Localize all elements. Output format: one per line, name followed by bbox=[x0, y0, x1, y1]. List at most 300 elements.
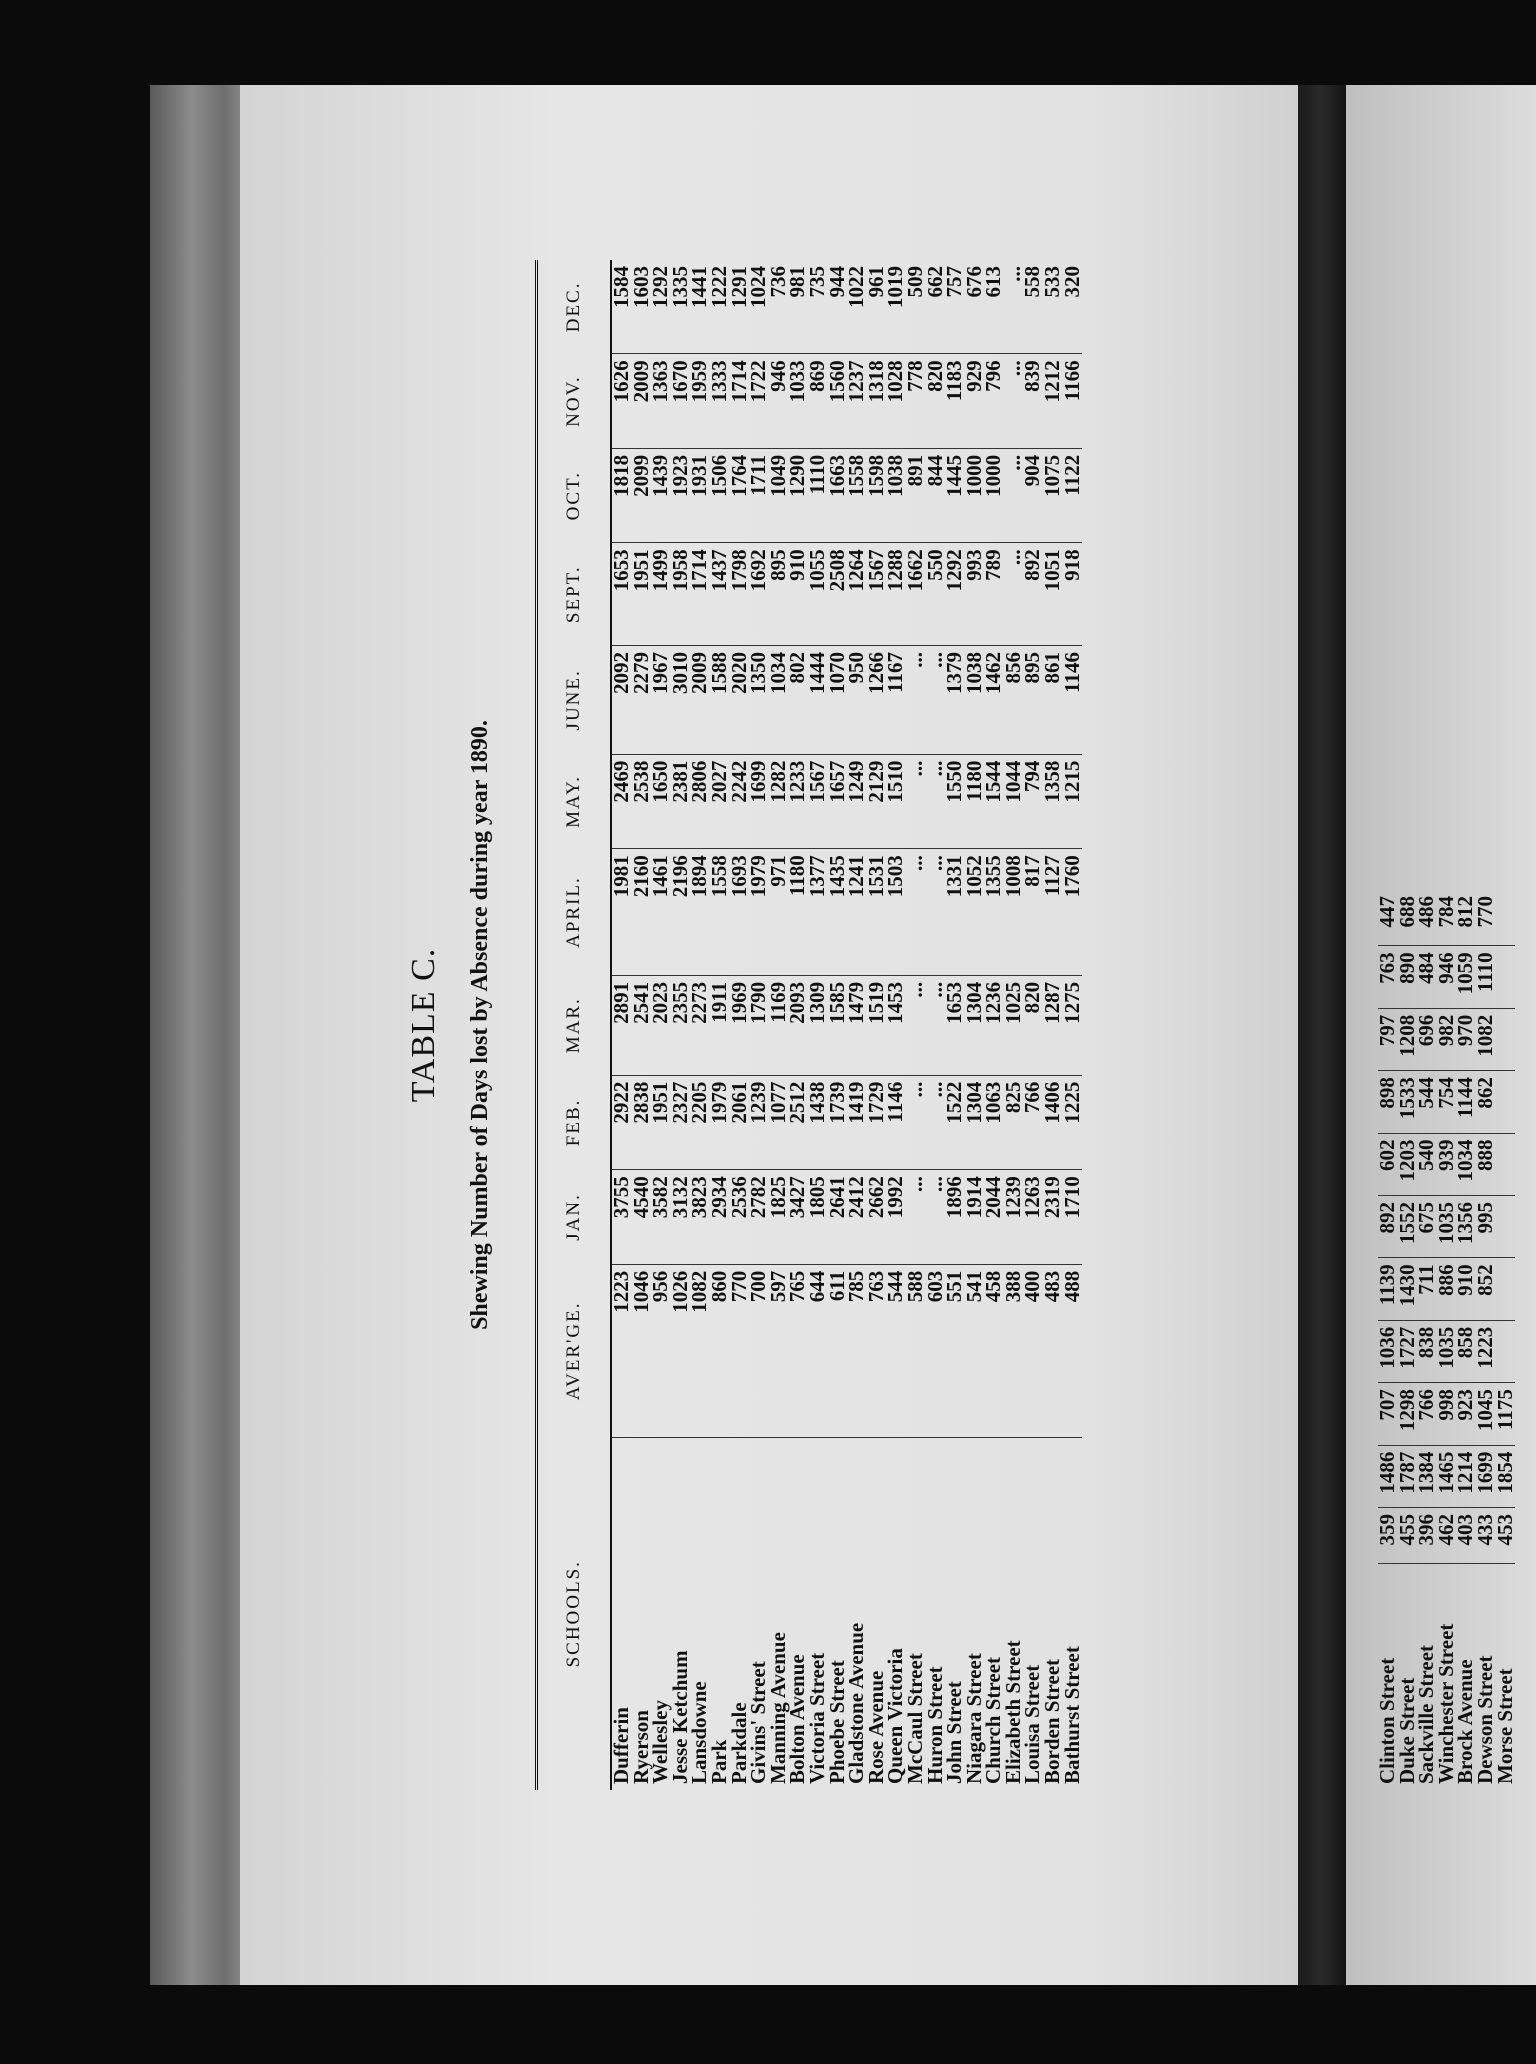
value-cell: 956 bbox=[651, 1264, 671, 1437]
value-cell: 551 bbox=[945, 1264, 965, 1437]
value-cell: 763 bbox=[867, 1264, 887, 1437]
school-name-cell: Queen Victoria bbox=[883, 1648, 908, 1784]
value-cell: 820 bbox=[1023, 975, 1043, 1075]
value-cell: 852 bbox=[1476, 1258, 1496, 1320]
value-cell: 1441 bbox=[690, 260, 710, 354]
value-cell: 1222 bbox=[710, 260, 730, 354]
value-cell: 1019 bbox=[886, 260, 906, 354]
value-cell: 946 bbox=[769, 354, 789, 449]
value-cell: 396 bbox=[1417, 1507, 1437, 1563]
value-cell: 891 bbox=[906, 448, 926, 543]
value-cell: 1714 bbox=[730, 354, 750, 449]
value-cell: 486 bbox=[1417, 890, 1437, 946]
value-cell: 858 bbox=[1456, 1320, 1476, 1382]
value-cell: 796 bbox=[984, 354, 1004, 449]
table-row bbox=[1063, 260, 1083, 1790]
value-cell: 541 bbox=[965, 1264, 985, 1437]
value-cell: 675 bbox=[1417, 1195, 1437, 1257]
value-cell: 2020 bbox=[730, 646, 750, 755]
value-cell: 993 bbox=[965, 543, 985, 646]
school-name-cell: Louisa Street bbox=[1020, 1664, 1045, 1784]
value-cell: 558 bbox=[1023, 260, 1043, 354]
value-cell: 1657 bbox=[828, 754, 848, 849]
value-cell: 1288 bbox=[886, 543, 906, 646]
value-cell: 484 bbox=[1417, 946, 1437, 1008]
value-cell: 1533 bbox=[1398, 1071, 1418, 1133]
value-cell: ... bbox=[926, 975, 946, 1075]
value-cell: 1445 bbox=[945, 448, 965, 543]
value-cell: 918 bbox=[1063, 543, 1083, 646]
value-cell: 995 bbox=[1476, 1195, 1496, 1257]
value-cell: 904 bbox=[1023, 448, 1043, 543]
value-cell: 462 bbox=[1437, 1507, 1457, 1563]
value-cell: ... bbox=[1004, 260, 1024, 354]
value-cell: 1146 bbox=[886, 1075, 906, 1170]
value-cell: 2327 bbox=[671, 1075, 691, 1170]
value-cell: 1025 bbox=[1004, 975, 1024, 1075]
value-cell: 1951 bbox=[651, 1075, 671, 1170]
value-cell: 1558 bbox=[847, 448, 867, 543]
value-cell: 540 bbox=[1417, 1133, 1437, 1195]
value-cell: 778 bbox=[906, 354, 926, 449]
value-cell: 1626 bbox=[611, 354, 632, 449]
school-name-cell: Bolton Avenue bbox=[785, 1654, 810, 1784]
value-cell: 2099 bbox=[632, 448, 652, 543]
value-cell: 970 bbox=[1456, 1008, 1476, 1070]
value-cell: 400 bbox=[1023, 1264, 1043, 1437]
value-cell: 1044 bbox=[1004, 754, 1024, 849]
column-header: SEPT. bbox=[537, 543, 612, 646]
school-name-cell: Church Street bbox=[981, 1657, 1006, 1784]
value-cell: ... bbox=[906, 1170, 926, 1265]
value-cell: 1000 bbox=[965, 448, 985, 543]
value-cell: 603 bbox=[926, 1264, 946, 1437]
value-cell: 1588 bbox=[710, 646, 730, 755]
value-cell: 929 bbox=[965, 354, 985, 449]
value-cell bbox=[1496, 1071, 1516, 1133]
value-cell: 2922 bbox=[611, 1075, 632, 1170]
school-name-cell: Winchester Street bbox=[1433, 1623, 1458, 1784]
value-cell: 1499 bbox=[651, 543, 671, 646]
value-cell: 944 bbox=[828, 260, 848, 354]
value-cell: 2662 bbox=[867, 1170, 887, 1265]
value-cell: 1304 bbox=[965, 975, 985, 1075]
value-cell: 1127 bbox=[1043, 849, 1063, 976]
value-cell: 1585 bbox=[828, 975, 848, 1075]
value-cell: 1075 bbox=[1043, 448, 1063, 543]
value-cell: 711 bbox=[1417, 1258, 1437, 1320]
value-cell: 1560 bbox=[828, 354, 848, 449]
value-cell: 433 bbox=[1476, 1507, 1496, 1563]
school-name-cell: Huron Street bbox=[922, 1666, 947, 1784]
value-cell: 2023 bbox=[651, 975, 671, 1075]
value-cell: 1166 bbox=[1063, 354, 1083, 449]
value-cell: 359 bbox=[1378, 1507, 1398, 1563]
book-gutter bbox=[1298, 85, 1346, 1985]
value-cell: 797 bbox=[1378, 1008, 1398, 1070]
value-cell: 825 bbox=[1004, 1075, 1024, 1170]
value-cell: 1914 bbox=[965, 1170, 985, 1265]
value-cell: 1292 bbox=[945, 543, 965, 646]
value-cell: 1603 bbox=[632, 260, 652, 354]
school-name-cell: Park bbox=[706, 1739, 731, 1784]
value-cell: 1894 bbox=[690, 849, 710, 976]
value-cell: 839 bbox=[1023, 354, 1043, 449]
column-header: MAR. bbox=[537, 975, 612, 1075]
column-header: JAN. bbox=[537, 1170, 612, 1265]
value-cell: 1663 bbox=[828, 448, 848, 543]
value-cell: 1979 bbox=[710, 1075, 730, 1170]
value-cell: 1486 bbox=[1378, 1445, 1398, 1507]
value-cell: 1710 bbox=[1063, 1170, 1083, 1265]
value-cell: 1567 bbox=[808, 754, 828, 849]
column-header: OCT. bbox=[537, 448, 612, 543]
value-cell: 1790 bbox=[749, 975, 769, 1075]
column-header: APRIL. bbox=[537, 849, 612, 976]
value-cell: 2355 bbox=[671, 975, 691, 1075]
value-cell: 789 bbox=[984, 543, 1004, 646]
value-cell: 2196 bbox=[671, 849, 691, 976]
value-cell: 1377 bbox=[808, 849, 828, 976]
value-cell: 1355 bbox=[984, 849, 1004, 976]
school-name-cell: Ryerson bbox=[628, 1710, 653, 1784]
value-cell: 946 bbox=[1437, 946, 1457, 1008]
value-cell: 1223 bbox=[1476, 1320, 1496, 1382]
value-cell: 981 bbox=[788, 260, 808, 354]
value-cell: 1183 bbox=[945, 354, 965, 449]
value-cell: 1298 bbox=[1398, 1383, 1418, 1445]
value-cell: 998 bbox=[1437, 1383, 1457, 1445]
value-cell: 588 bbox=[906, 1264, 926, 1437]
school-name-cell: Phoebe Street bbox=[824, 1660, 849, 1784]
value-cell: 3823 bbox=[690, 1170, 710, 1265]
value-cell: 1046 bbox=[632, 1264, 652, 1437]
value-cell: 3582 bbox=[651, 1170, 671, 1265]
value-cell: 1739 bbox=[828, 1075, 848, 1170]
value-cell: ... bbox=[1004, 543, 1024, 646]
column-header: FEB. bbox=[537, 1075, 612, 1170]
value-cell: 888 bbox=[1476, 1133, 1496, 1195]
value-cell: 1692 bbox=[749, 543, 769, 646]
value-cell: 950 bbox=[847, 646, 867, 755]
value-cell: 2541 bbox=[632, 975, 652, 1075]
value-cell: 1350 bbox=[749, 646, 769, 755]
value-cell: 1461 bbox=[651, 849, 671, 976]
value-cell: 1333 bbox=[710, 354, 730, 449]
value-cell: ... bbox=[926, 1075, 946, 1170]
value-cell: 2641 bbox=[828, 1170, 848, 1265]
value-cell: 688 bbox=[1398, 890, 1418, 946]
value-cell: 1444 bbox=[808, 646, 828, 755]
value-cell bbox=[1496, 890, 1516, 946]
value-cell: 2469 bbox=[611, 754, 632, 849]
value-cell: 2412 bbox=[847, 1170, 867, 1265]
value-cell: 1760 bbox=[1063, 849, 1083, 976]
school-name-cell: McCaul Street bbox=[902, 1653, 927, 1784]
value-cell: 1379 bbox=[945, 646, 965, 755]
value-cell: 1208 bbox=[1398, 1008, 1418, 1070]
value-cell: 1304 bbox=[965, 1075, 985, 1170]
value-cell: 3132 bbox=[671, 1170, 691, 1265]
value-cell: 1519 bbox=[867, 975, 887, 1075]
value-cell: 1653 bbox=[945, 975, 965, 1075]
value-cell: 1958 bbox=[671, 543, 691, 646]
school-name-cell: Duke Street bbox=[1394, 1677, 1419, 1784]
value-cell: 644 bbox=[808, 1264, 828, 1437]
table-row bbox=[906, 260, 926, 1790]
value-cell: 1028 bbox=[886, 354, 906, 449]
value-cell: 1169 bbox=[769, 975, 789, 1075]
value-cell: 2160 bbox=[632, 849, 652, 976]
value-cell: 910 bbox=[1456, 1258, 1476, 1320]
value-cell: 1335 bbox=[671, 260, 691, 354]
value-cell: 1026 bbox=[671, 1264, 691, 1437]
value-cell bbox=[1496, 1195, 1516, 1257]
value-cell: 869 bbox=[808, 354, 828, 449]
value-cell: 1693 bbox=[730, 849, 750, 976]
value-cell: 1854 bbox=[1496, 1445, 1516, 1507]
value-cell: 1236 bbox=[984, 975, 1004, 1075]
value-cell: 1241 bbox=[847, 849, 867, 976]
value-cell: 544 bbox=[886, 1264, 906, 1437]
value-cell: ... bbox=[926, 1170, 946, 1265]
value-cell: 1318 bbox=[867, 354, 887, 449]
value-cell: 1287 bbox=[1043, 975, 1063, 1075]
value-cell: 613 bbox=[984, 260, 1004, 354]
value-cell: 1049 bbox=[769, 448, 789, 543]
value-cell: 3755 bbox=[611, 1170, 632, 1265]
value-cell: 1584 bbox=[611, 260, 632, 354]
value-cell: 597 bbox=[769, 1264, 789, 1437]
value-cell: 1729 bbox=[867, 1075, 887, 1170]
school-name-cell: Parkdale bbox=[726, 1702, 751, 1784]
value-cell: 550 bbox=[926, 543, 946, 646]
column-header: DEC. bbox=[537, 260, 612, 354]
value-cell bbox=[1496, 946, 1516, 1008]
value-cell: 1552 bbox=[1398, 1195, 1418, 1257]
value-cell: 1239 bbox=[749, 1075, 769, 1170]
value-cell: 1825 bbox=[769, 1170, 789, 1265]
value-cell: 1290 bbox=[788, 448, 808, 543]
value-cell: ... bbox=[906, 975, 926, 1075]
value-cell: 2061 bbox=[730, 1075, 750, 1170]
value-cell: 1896 bbox=[945, 1170, 965, 1265]
value-cell: 1384 bbox=[1417, 1445, 1437, 1507]
value-cell: 1212 bbox=[1043, 354, 1063, 449]
value-cell: 1167 bbox=[886, 646, 906, 755]
value-cell: 1727 bbox=[1398, 1320, 1418, 1382]
value-cell: 2044 bbox=[984, 1170, 1004, 1265]
value-cell: 2381 bbox=[671, 754, 691, 849]
value-cell: 802 bbox=[788, 646, 808, 755]
value-cell: 2806 bbox=[690, 754, 710, 849]
value-cell: 1000 bbox=[984, 448, 1004, 543]
value-cell: 961 bbox=[867, 260, 887, 354]
value-cell: 1051 bbox=[1043, 543, 1063, 646]
value-cell: 1146 bbox=[1063, 646, 1083, 755]
value-cell: 1309 bbox=[808, 975, 828, 1075]
table-row bbox=[1496, 890, 1516, 1790]
value-cell: 1070 bbox=[828, 646, 848, 755]
value-cell: 794 bbox=[1023, 754, 1043, 849]
value-cell: ... bbox=[1004, 354, 1024, 449]
value-cell: 1439 bbox=[651, 448, 671, 543]
value-cell: 1203 bbox=[1398, 1133, 1418, 1195]
value-cell: ... bbox=[906, 754, 926, 849]
value-cell: 1144 bbox=[1456, 1071, 1476, 1133]
next-page-table-block bbox=[1375, 896, 1536, 1790]
value-cell: 862 bbox=[1476, 1071, 1496, 1133]
value-cell: 1055 bbox=[808, 543, 828, 646]
value-cell: 2093 bbox=[788, 975, 808, 1075]
school-name-cell: Dewson Street bbox=[1472, 1655, 1497, 1784]
value-cell: 1558 bbox=[710, 849, 730, 976]
value-cell: 1818 bbox=[611, 448, 632, 543]
value-cell: 736 bbox=[769, 260, 789, 354]
school-name-cell: Niagara Street bbox=[961, 1653, 986, 1784]
value-cell: 1465 bbox=[1437, 1445, 1457, 1507]
value-cell: 1036 bbox=[1378, 1320, 1398, 1382]
school-name-cell: Victoria Street bbox=[804, 1652, 829, 1784]
value-cell: 696 bbox=[1417, 1008, 1437, 1070]
value-cell: 1699 bbox=[1476, 1445, 1496, 1507]
value-cell: 2009 bbox=[632, 354, 652, 449]
school-name-cell: Sackville Street bbox=[1414, 1644, 1439, 1784]
value-cell: 700 bbox=[749, 1264, 769, 1437]
value-cell: 1598 bbox=[867, 448, 887, 543]
value-cell: ... bbox=[1004, 448, 1024, 543]
value-cell: 1967 bbox=[651, 646, 671, 755]
value-cell: 892 bbox=[1023, 543, 1043, 646]
value-cell: 2512 bbox=[788, 1075, 808, 1170]
value-cell: 1670 bbox=[671, 354, 691, 449]
value-cell: 1233 bbox=[788, 754, 808, 849]
value-cell: 1363 bbox=[651, 354, 671, 449]
value-cell: 1263 bbox=[1023, 1170, 1043, 1265]
next-page-table bbox=[1375, 890, 1517, 1790]
school-name-cell: Rose Avenue bbox=[863, 1670, 888, 1784]
value-cell: 1038 bbox=[886, 448, 906, 543]
value-cell: 1122 bbox=[1063, 448, 1083, 543]
value-cell: 2009 bbox=[690, 646, 710, 755]
value-cell: 611 bbox=[828, 1264, 848, 1437]
value-cell: 2538 bbox=[632, 754, 652, 849]
value-cell: 1264 bbox=[847, 543, 867, 646]
value-cell: 1214 bbox=[1456, 1445, 1476, 1507]
value-cell: 763 bbox=[1378, 946, 1398, 1008]
value-cell: 1650 bbox=[651, 754, 671, 849]
value-cell: 1225 bbox=[1063, 1075, 1083, 1170]
school-name-cell: Dufferin bbox=[609, 1707, 633, 1784]
value-cell: 1435 bbox=[828, 849, 848, 976]
value-cell: 1034 bbox=[769, 646, 789, 755]
value-cell: 1180 bbox=[965, 754, 985, 849]
value-cell: 766 bbox=[1417, 1383, 1437, 1445]
value-cell: 923 bbox=[1456, 1383, 1476, 1445]
value-cell: 1805 bbox=[808, 1170, 828, 1265]
value-cell: 1110 bbox=[808, 448, 828, 543]
value-cell: 1052 bbox=[965, 849, 985, 976]
value-cell: 1653 bbox=[611, 543, 632, 646]
school-name-cell: Morse Street bbox=[1492, 1668, 1517, 1784]
school-name-cell: Brock Avenue bbox=[1453, 1659, 1478, 1784]
value-cell: 1406 bbox=[1043, 1075, 1063, 1170]
value-cell: 820 bbox=[926, 354, 946, 449]
value-cell: 1503 bbox=[886, 849, 906, 976]
value-cell: 856 bbox=[1004, 646, 1024, 755]
value-cell: 1722 bbox=[749, 354, 769, 449]
value-cell: 2027 bbox=[710, 754, 730, 849]
value-cell bbox=[1496, 1258, 1516, 1320]
value-cell: 1931 bbox=[690, 448, 710, 543]
school-name-cell: Wellesley bbox=[648, 1700, 673, 1784]
value-cell: 1082 bbox=[690, 1264, 710, 1437]
value-cell: 1035 bbox=[1437, 1320, 1457, 1382]
value-cell: 707 bbox=[1378, 1383, 1398, 1445]
value-cell: 1438 bbox=[808, 1075, 828, 1170]
value-cell: 939 bbox=[1437, 1133, 1457, 1195]
value-cell: 910 bbox=[788, 543, 808, 646]
value-cell: 1479 bbox=[847, 975, 867, 1075]
school-name-cell: Bathurst Street bbox=[1059, 1646, 1084, 1784]
value-cell: 784 bbox=[1437, 890, 1457, 946]
value-cell: 455 bbox=[1398, 1507, 1418, 1563]
table-subtitle: Shewing Number of Days lost by Absence during year 1890. bbox=[467, 720, 493, 1330]
value-cell: 1024 bbox=[749, 260, 769, 354]
value-cell: 1331 bbox=[945, 849, 965, 976]
value-cell: 735 bbox=[808, 260, 828, 354]
school-name-cell: Elizabeth Street bbox=[1000, 1640, 1025, 1784]
value-cell: 1531 bbox=[867, 849, 887, 976]
value-cell: 1419 bbox=[847, 1075, 867, 1170]
value-cell: 2205 bbox=[690, 1075, 710, 1170]
value-cell: ... bbox=[906, 646, 926, 755]
value-cell: 3427 bbox=[788, 1170, 808, 1265]
value-cell: ... bbox=[926, 646, 946, 755]
value-cell: 483 bbox=[1043, 1264, 1063, 1437]
value-cell: 2838 bbox=[632, 1075, 652, 1170]
value-cell: 860 bbox=[710, 1264, 730, 1437]
column-header: MAY. bbox=[537, 754, 612, 849]
value-cell: 488 bbox=[1063, 1264, 1083, 1437]
school-name-cell: Jesse Ketchum bbox=[667, 1650, 692, 1784]
value-cell: 676 bbox=[965, 260, 985, 354]
value-cell: 1292 bbox=[651, 260, 671, 354]
value-cell bbox=[1496, 1133, 1516, 1195]
value-cell: 1180 bbox=[788, 849, 808, 976]
value-cell: 602 bbox=[1378, 1133, 1398, 1195]
value-cell: 1510 bbox=[886, 754, 906, 849]
value-cell: 4540 bbox=[632, 1170, 652, 1265]
value-cell: 1699 bbox=[749, 754, 769, 849]
value-cell bbox=[1496, 1008, 1516, 1070]
value-cell: 1923 bbox=[671, 448, 691, 543]
value-cell: 892 bbox=[1378, 1195, 1398, 1257]
value-cell: 2092 bbox=[611, 646, 632, 755]
value-cell: 1969 bbox=[730, 975, 750, 1075]
value-cell: 458 bbox=[984, 1264, 1004, 1437]
value-cell: 886 bbox=[1437, 1258, 1457, 1320]
value-cell: ... bbox=[906, 849, 926, 976]
value-cell: 1430 bbox=[1398, 1258, 1418, 1320]
value-cell: 1437 bbox=[710, 543, 730, 646]
value-cell: 1711 bbox=[749, 448, 769, 543]
table-row bbox=[886, 260, 906, 1790]
value-cell: 1358 bbox=[1043, 754, 1063, 849]
value-cell: 1550 bbox=[945, 754, 965, 849]
value-cell: 844 bbox=[926, 448, 946, 543]
value-cell bbox=[1496, 1320, 1516, 1382]
